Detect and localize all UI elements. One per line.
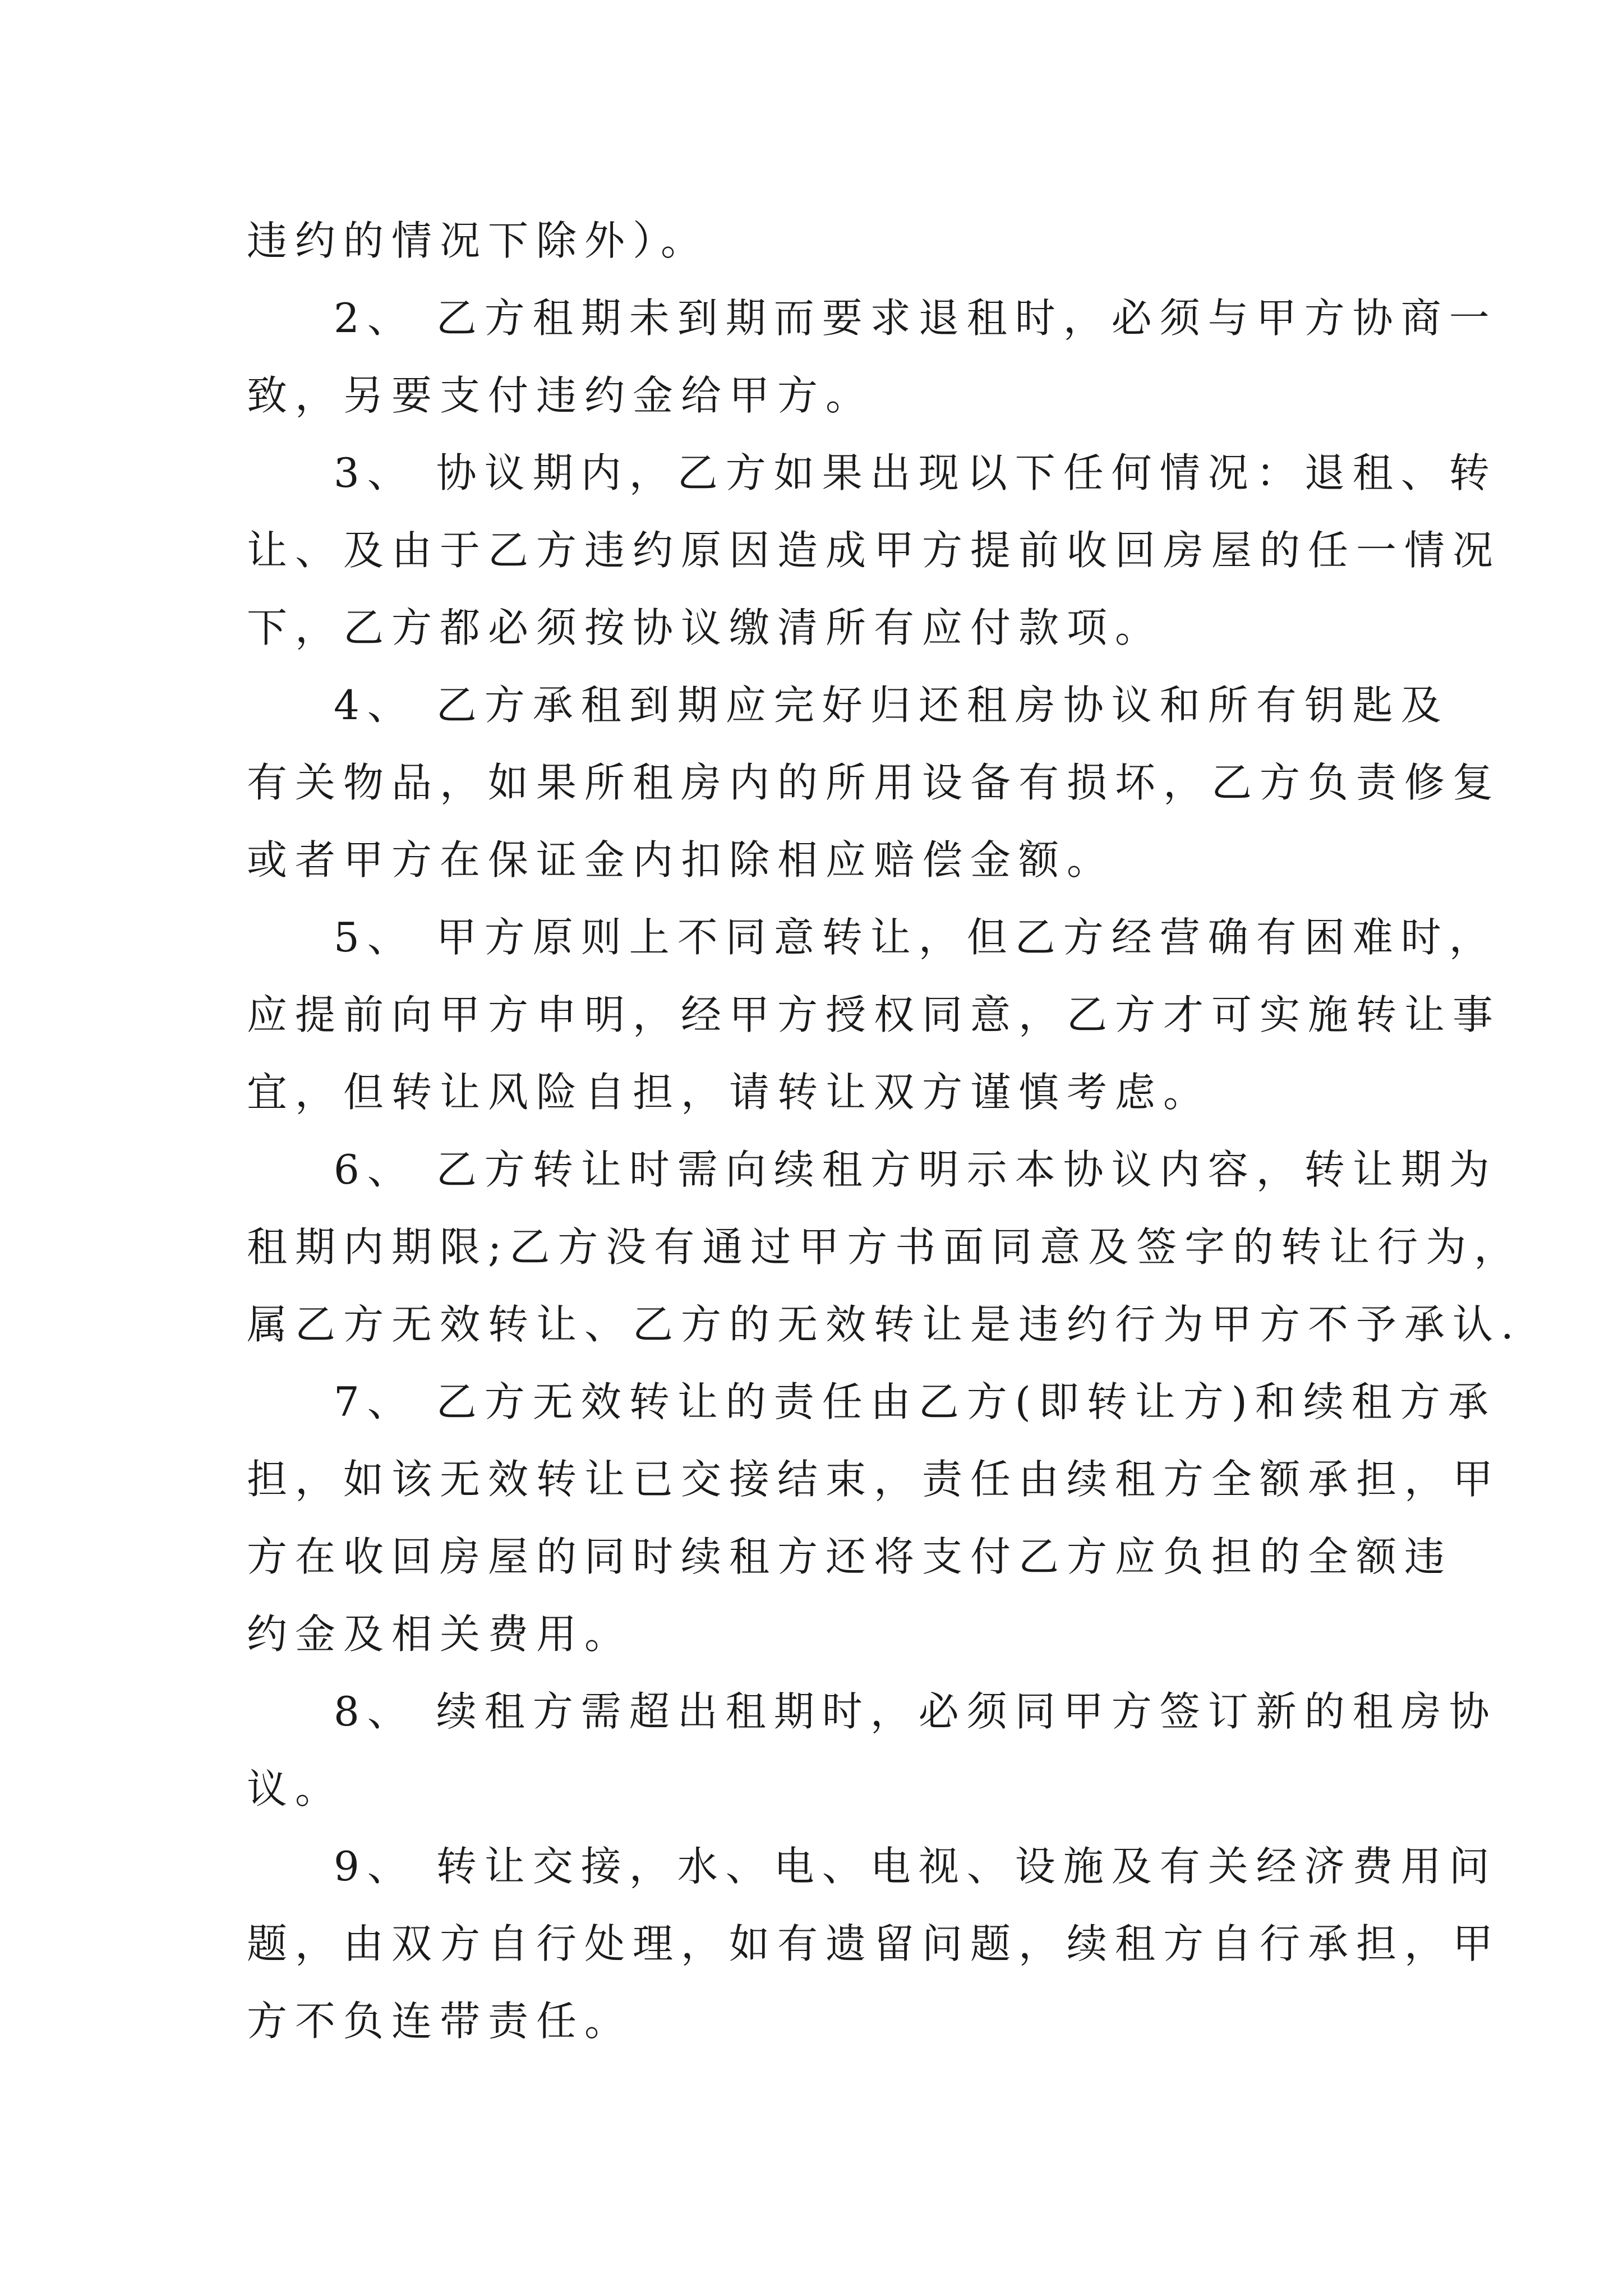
text-line: 6、 乙方转让时需向续租方明示本协议内容，转让期为	[334, 1146, 1497, 1193]
text-line: 8、 续租方需超出租期时，必须同甲方签订新的租房协	[334, 1688, 1497, 1735]
text-line: 或者甲方在保证金内扣除相应赔偿金额。	[247, 836, 1115, 884]
paragraph-clause-7	[247, 1363, 1501, 1673]
text-line: 租期内期限;乙方没有通过甲方书面同意及签字的转让行为，	[247, 1223, 1523, 1271]
text-line: 9、 转让交接，水、电、电视、设施及有关经济费用问	[334, 1843, 1497, 1890]
paragraph-clause-3	[247, 434, 1501, 666]
text-line: 致，另要支付违约金给甲方。	[247, 372, 874, 419]
text-line: 应提前向甲方申明，经甲方授权同意，乙方才可实施转让事	[247, 991, 1501, 1038]
text-line: 方在收回房屋的同时续租方还将支付乙方应负担的全额违	[247, 1533, 1453, 1580]
text-line: 4、 乙方承租到期应完好归还租房协议和所有钥匙及	[334, 682, 1449, 729]
text-line: 3、 协议期内，乙方如果出现以下任何情况：退租、转	[334, 449, 1497, 496]
paragraph-clause-9	[247, 1828, 1501, 2060]
text-line: 违约的情况下除外）。	[247, 217, 709, 264]
text-line: 题，由双方自行处理，如有遗留问题，续租方自行承担，甲	[247, 1920, 1501, 1967]
text-line: 宜，但转让风险自担，请转让双方谨慎考虑。	[247, 1069, 1212, 1116]
text-line: 议。	[247, 1765, 344, 1812]
paragraph-clause-5	[247, 899, 1501, 1131]
paragraph-clause-6	[247, 1131, 1523, 1363]
paragraph-clause-2	[247, 279, 1497, 434]
paragraph-clause-4	[247, 666, 1501, 899]
paragraph-clause-8	[247, 1673, 1497, 1828]
paragraph-continuation	[247, 202, 1396, 279]
document-body	[247, 202, 1523, 2060]
text-line: 7、 乙方无效转让的责任由乙方(即转让方)和续租方承	[334, 1378, 1496, 1425]
text-line: 担，如该无效转让已交接结束，责任由续租方全额承担，甲	[247, 1456, 1501, 1503]
text-line: 约金及相关费用。	[247, 1611, 633, 1658]
text-line: 属乙方无效转让、乙方的无效转让是违约行为甲方不予承认.	[247, 1301, 1521, 1348]
text-line: 2、 乙方租期未到期而要求退租时，必须与甲方协商一	[334, 295, 1497, 342]
text-line: 5、 甲方原则上不同意转让，但乙方经营确有困难时，	[334, 914, 1497, 961]
text-line: 有关物品，如果所租房内的所用设备有损坏，乙方负责修复	[247, 759, 1501, 806]
text-line: 下，乙方都必须按协议缴清所有应付款项。	[247, 604, 1164, 651]
text-line: 让、及由于乙方违约原因造成甲方提前收回房屋的任一情况	[247, 527, 1501, 574]
text-line: 方不负连带责任。	[247, 1998, 633, 2045]
